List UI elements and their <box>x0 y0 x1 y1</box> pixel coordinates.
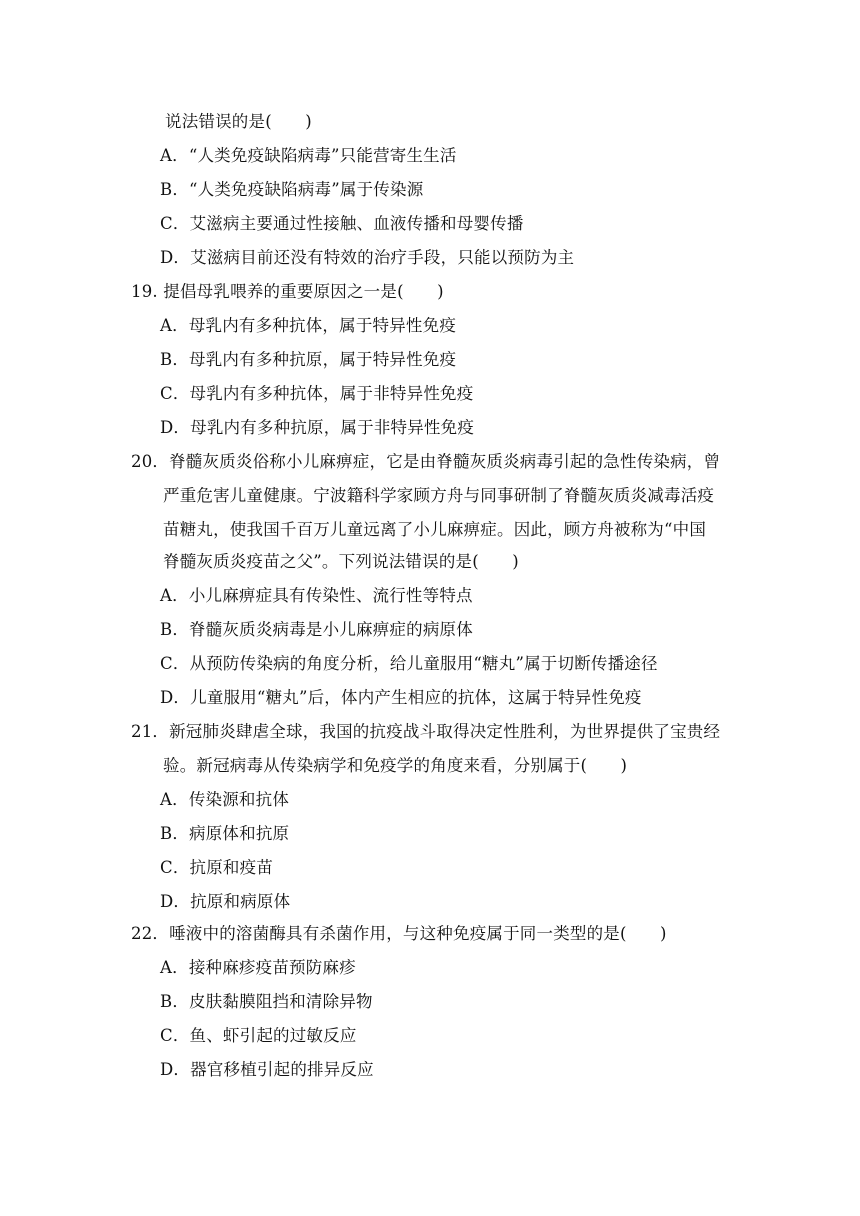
q22-option-c: C．鱼、虾引起的过敏反应 <box>160 1026 357 1045</box>
q21-stem-line-1: 21．新冠肺炎肆虐全球，我国的抗疫战斗取得决定性胜利，为世界提供了宝贵经 <box>131 722 721 741</box>
q19-option-b: B．母乳内有多种抗原，属于特异性免疫 <box>160 350 457 369</box>
q18-option-d: D．艾滋病目前还没有特效的治疗手段，只能以预防为主 <box>160 248 575 267</box>
q22-option-b: B．皮肤黏膜阻挡和清除异物 <box>160 992 373 1011</box>
q20-option-c: C．从预防传染病的角度分析，给儿童服用“糖丸”属于切断传播途径 <box>160 654 658 673</box>
q21-option-a: A．传染源和抗体 <box>160 790 290 809</box>
q20-option-b: B．脊髓灰质炎病毒是小儿麻痹症的病原体 <box>160 620 473 639</box>
q18-option-b: B．“人类免疫缺陷病毒”属于传染源 <box>160 180 424 199</box>
q20-option-a: A．小儿麻痹症具有传染性、流行性等特点 <box>160 586 473 605</box>
q18-option-c: C．艾滋病主要通过性接触、血液传播和母婴传播 <box>160 214 524 233</box>
q20-stem-line-1: 20．脊髓灰质炎俗称小儿麻痹症，它是由脊髓灰质炎病毒引起的急性传染病，曾 <box>131 452 721 471</box>
q19-stem: 19. 提倡母乳喂养的重要原因之一是( ) <box>131 282 444 301</box>
q21-option-d: D．抗原和病原体 <box>160 892 291 911</box>
q22-option-a: A．接种麻疹疫苗预防麻疹 <box>160 958 356 977</box>
q20-stem-line-3: 苗糖丸，使我国千百万儿童远离了小儿麻痹症。因此，顾方舟被称为“中国 <box>163 520 707 539</box>
q18-option-a: A．“人类免疫缺陷病毒”只能营寄生生活 <box>160 146 457 165</box>
q20-stem-line-2: 严重危害儿童健康。宁波籍科学家顾方舟与同事研制了脊髓灰质炎减毒活疫 <box>163 486 715 505</box>
q19-option-a: A．母乳内有多种抗体，属于特异性免疫 <box>160 316 457 335</box>
q18-stem-tail: 说法错误的是( ) <box>165 112 312 131</box>
q20-stem-line-4: 脊髓灰质炎疫苗之父”。下列说法错误的是( ) <box>163 552 519 571</box>
q21-stem-line-2: 验。新冠病毒从传染病学和免疫学的角度来看，分别属于( ) <box>163 756 628 775</box>
q21-option-b: B．病原体和抗原 <box>160 824 290 843</box>
q20-option-d: D．儿童服用“糖丸”后，体内产生相应的抗体，这属于特异性免疫 <box>160 688 642 707</box>
q22-option-d: D．器官移植引起的排异反应 <box>160 1060 374 1079</box>
q21-option-c: C．抗原和疫苗 <box>160 858 274 877</box>
q19-option-c: C．母乳内有多种抗体，属于非特异性免疫 <box>160 384 474 403</box>
q22-stem: 22．唾液中的溶菌酶具有杀菌作用，与这种免疫属于同一类型的是( ) <box>131 924 667 943</box>
q19-option-d: D．母乳内有多种抗原，属于非特异性免疫 <box>160 418 475 437</box>
